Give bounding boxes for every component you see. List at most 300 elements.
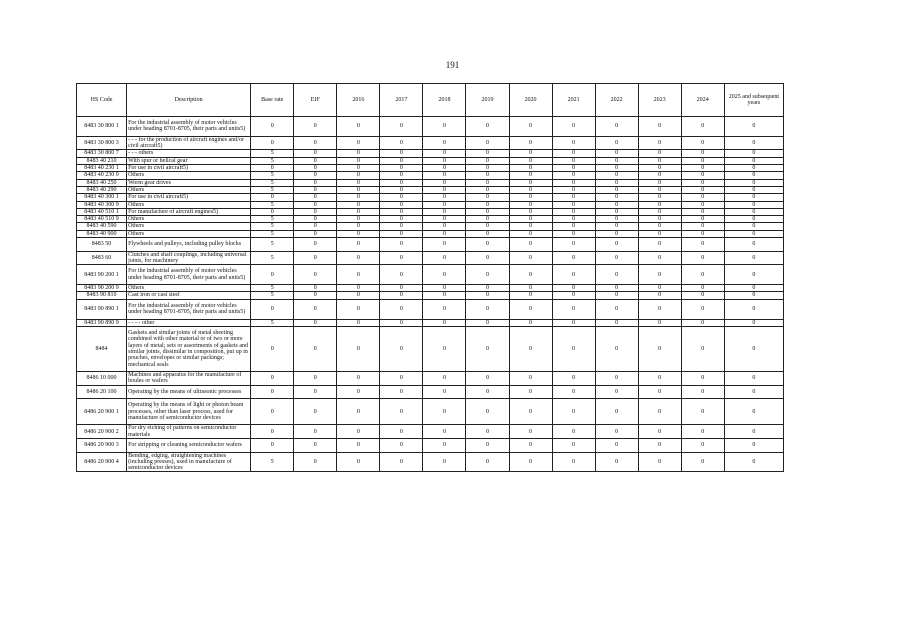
rate-cell: 0: [337, 319, 380, 326]
rate-cell: 0: [337, 292, 380, 299]
rate-cell: 0: [294, 216, 337, 223]
table-row: [77, 179, 784, 186]
rate-cell: 0: [423, 425, 466, 439]
rate-cell: 0: [380, 452, 423, 472]
rate-cell: 0: [724, 438, 783, 452]
rate-cell: 0: [509, 319, 552, 326]
rate-cell: 0: [380, 194, 423, 201]
hs-code-cell: 8486 20 900 4: [77, 452, 127, 472]
rate-cell: 0: [724, 292, 783, 299]
rate-cell: 0: [638, 157, 681, 164]
hs-code-cell: 8483 60: [77, 251, 127, 265]
rate-cell: 0: [466, 372, 509, 386]
description-cell: Others: [127, 230, 251, 237]
rate-cell: 0: [509, 150, 552, 157]
rate-cell: 0: [681, 230, 724, 237]
rate-cell: 0: [380, 285, 423, 292]
rate-cell: 0: [337, 425, 380, 439]
rate-cell: 0: [552, 399, 595, 425]
hs-code-cell: 8484: [77, 326, 127, 371]
rate-cell: 0: [595, 299, 638, 319]
rate-cell: 0: [466, 265, 509, 285]
rate-cell: 0: [294, 150, 337, 157]
rate-cell: 0: [466, 208, 509, 215]
hs-code-cell: 8483 40 510 1: [77, 208, 127, 215]
description-cell: For the industrial assembly of motor vehicles under heading 8701-8705, their parts and units5): [127, 265, 251, 285]
rate-cell: 0: [423, 285, 466, 292]
rate-cell: 0: [337, 136, 380, 150]
rate-cell: 0: [595, 179, 638, 186]
rate-cell: 0: [423, 299, 466, 319]
rate-cell: 0: [595, 186, 638, 193]
rate-cell: 0: [595, 157, 638, 164]
rate-cell: 0: [337, 186, 380, 193]
rate-cell: 0: [509, 399, 552, 425]
rate-cell: 0: [423, 157, 466, 164]
rate-cell: 0: [294, 165, 337, 172]
rate-cell: 0: [380, 223, 423, 230]
rate-cell: 0: [423, 399, 466, 425]
description-cell: Others: [127, 216, 251, 223]
table-row: [77, 285, 784, 292]
rate-cell: 0: [638, 238, 681, 252]
rate-cell: 0: [466, 179, 509, 186]
rate-cell: 0: [638, 385, 681, 399]
rate-cell: 0: [423, 194, 466, 201]
table-row: [77, 150, 784, 157]
rate-cell: 0: [595, 208, 638, 215]
rate-cell: 0: [423, 150, 466, 157]
header-2024: 2024: [681, 84, 724, 117]
rate-cell: 0: [423, 238, 466, 252]
rate-cell: 0: [380, 292, 423, 299]
hs-code-cell: 8483 90 810: [77, 292, 127, 299]
rate-cell: 0: [509, 292, 552, 299]
rate-cell: 0: [681, 385, 724, 399]
rate-cell: 0: [380, 150, 423, 157]
rate-cell: 0: [251, 194, 294, 201]
rate-cell: 0: [595, 399, 638, 425]
description-cell: For dry etching of patterns on semiconductor materials: [127, 425, 251, 439]
header-2019: 2019: [466, 84, 509, 117]
rate-cell: 0: [466, 172, 509, 179]
rate-cell: 0: [638, 136, 681, 150]
rate-cell: 0: [595, 165, 638, 172]
description-cell: Flywheels and pulleys, including pulley blocks: [127, 238, 251, 252]
rate-cell: 0: [337, 216, 380, 223]
rate-cell: 0: [595, 216, 638, 223]
rate-cell: 0: [294, 326, 337, 371]
hs-code-cell: 8486 20 900 3: [77, 438, 127, 452]
description-cell: - - - for the production of aircraft engines and/or civil aircraft5): [127, 136, 251, 150]
table-row: [77, 326, 784, 371]
rate-cell: 0: [466, 230, 509, 237]
rate-cell: 0: [724, 172, 783, 179]
rate-cell: 0: [251, 117, 294, 137]
rate-cell: 0: [423, 319, 466, 326]
header-2023: 2023: [638, 84, 681, 117]
rate-cell: 0: [552, 194, 595, 201]
rate-cell: 0: [509, 285, 552, 292]
rate-cell: 0: [380, 172, 423, 179]
hs-code-cell: 8483 40 900: [77, 230, 127, 237]
table-row: [77, 452, 784, 472]
rate-cell: 0: [423, 216, 466, 223]
header-2016: 2016: [337, 84, 380, 117]
rate-cell: 0: [466, 399, 509, 425]
rate-cell: 0: [337, 299, 380, 319]
rate-cell: 0: [681, 194, 724, 201]
rate-cell: 0: [251, 399, 294, 425]
rate-cell: 0: [724, 230, 783, 237]
table-header-row: [77, 84, 784, 117]
table-row: [77, 292, 784, 299]
description-cell: Others: [127, 186, 251, 193]
table-body: [77, 117, 784, 472]
rate-cell: 5: [251, 172, 294, 179]
rate-cell: 5: [251, 201, 294, 208]
rate-cell: 0: [423, 438, 466, 452]
table-row: [77, 223, 784, 230]
rate-cell: 0: [466, 425, 509, 439]
rate-cell: 0: [681, 216, 724, 223]
rate-cell: 0: [509, 238, 552, 252]
description-cell: - - - others: [127, 150, 251, 157]
table-row: [77, 165, 784, 172]
rate-cell: 0: [423, 186, 466, 193]
tariff-table: [76, 83, 784, 472]
rate-cell: 0: [294, 319, 337, 326]
rate-cell: 5: [251, 157, 294, 164]
rate-cell: 0: [552, 238, 595, 252]
rate-cell: 0: [294, 136, 337, 150]
rate-cell: 0: [509, 216, 552, 223]
rate-cell: 0: [595, 385, 638, 399]
rate-cell: 0: [724, 425, 783, 439]
header-description: Description: [127, 84, 251, 117]
hs-code-cell: 8483 40 210: [77, 157, 127, 164]
rate-cell: 0: [466, 201, 509, 208]
rate-cell: 0: [638, 230, 681, 237]
rate-cell: 0: [466, 319, 509, 326]
rate-cell: 0: [337, 208, 380, 215]
description-cell: Others: [127, 201, 251, 208]
rate-cell: 0: [638, 265, 681, 285]
rate-cell: 0: [423, 223, 466, 230]
rate-cell: 0: [595, 285, 638, 292]
rate-cell: 0: [509, 179, 552, 186]
rate-cell: 0: [552, 230, 595, 237]
rate-cell: 0: [509, 251, 552, 265]
rate-cell: 0: [552, 223, 595, 230]
hs-code-cell: 8486 20 900 1: [77, 399, 127, 425]
rate-cell: 0: [294, 201, 337, 208]
rate-cell: 0: [638, 216, 681, 223]
rate-cell: 0: [337, 179, 380, 186]
rate-cell: 0: [466, 452, 509, 472]
header-2022: 2022: [595, 84, 638, 117]
rate-cell: 0: [638, 425, 681, 439]
rate-cell: 0: [681, 186, 724, 193]
hs-code-cell: 8483 90 200 1: [77, 265, 127, 285]
rate-cell: 0: [423, 372, 466, 386]
rate-cell: 0: [724, 299, 783, 319]
rate-cell: 0: [509, 186, 552, 193]
rate-cell: 0: [552, 172, 595, 179]
rate-cell: 0: [380, 299, 423, 319]
table-row: [77, 208, 784, 215]
table-row: [77, 399, 784, 425]
rate-cell: 0: [294, 172, 337, 179]
rate-cell: 0: [294, 265, 337, 285]
table-row: [77, 194, 784, 201]
rate-cell: 0: [337, 194, 380, 201]
rate-cell: 0: [638, 186, 681, 193]
rate-cell: 0: [552, 117, 595, 137]
rate-cell: 0: [724, 194, 783, 201]
rate-cell: 0: [681, 150, 724, 157]
rate-cell: 0: [466, 165, 509, 172]
rate-cell: 0: [724, 223, 783, 230]
hs-code-cell: 8483 40 290: [77, 186, 127, 193]
rate-cell: 0: [509, 299, 552, 319]
rate-cell: 0: [509, 385, 552, 399]
table-row: [77, 299, 784, 319]
table-row: [77, 230, 784, 237]
rate-cell: 5: [251, 186, 294, 193]
rate-cell: 0: [337, 172, 380, 179]
rate-cell: 0: [552, 165, 595, 172]
rate-cell: 0: [337, 150, 380, 157]
header-2020: 2020: [509, 84, 552, 117]
rate-cell: 0: [380, 319, 423, 326]
rate-cell: 0: [466, 150, 509, 157]
rate-cell: 0: [294, 179, 337, 186]
rate-cell: 0: [595, 251, 638, 265]
rate-cell: 0: [681, 223, 724, 230]
rate-cell: 5: [251, 179, 294, 186]
rate-cell: 5: [251, 230, 294, 237]
rate-cell: 0: [509, 265, 552, 285]
rate-cell: 0: [251, 165, 294, 172]
rate-cell: 0: [337, 157, 380, 164]
rate-cell: 0: [724, 385, 783, 399]
description-cell: For use in civil aircraft5): [127, 194, 251, 201]
rate-cell: 0: [509, 452, 552, 472]
rate-cell: 0: [380, 425, 423, 439]
rate-cell: 0: [251, 425, 294, 439]
rate-cell: 0: [552, 285, 595, 292]
rate-cell: 0: [638, 299, 681, 319]
rate-cell: 0: [466, 157, 509, 164]
table-row: [77, 251, 784, 265]
description-cell: Others: [127, 285, 251, 292]
rate-cell: 0: [509, 208, 552, 215]
rate-cell: 0: [294, 157, 337, 164]
rate-cell: 0: [552, 452, 595, 472]
rate-cell: 0: [724, 117, 783, 137]
rate-cell: 0: [638, 452, 681, 472]
rate-cell: 0: [681, 452, 724, 472]
rate-cell: 0: [294, 208, 337, 215]
rate-cell: 0: [595, 319, 638, 326]
rate-cell: 0: [380, 326, 423, 371]
rate-cell: 0: [380, 265, 423, 285]
header-eif: EIF: [294, 84, 337, 117]
rate-cell: 0: [509, 230, 552, 237]
rate-cell: 0: [380, 216, 423, 223]
rate-cell: 0: [337, 399, 380, 425]
rate-cell: 0: [294, 385, 337, 399]
rate-cell: 0: [251, 208, 294, 215]
rate-cell: 0: [509, 165, 552, 172]
rate-cell: 0: [294, 292, 337, 299]
rate-cell: 0: [509, 136, 552, 150]
rate-cell: 0: [595, 201, 638, 208]
rate-cell: 0: [552, 299, 595, 319]
rate-cell: 0: [466, 299, 509, 319]
rate-cell: 0: [595, 223, 638, 230]
rate-cell: 0: [337, 230, 380, 237]
hs-code-cell: 8486 20 900 2: [77, 425, 127, 439]
description-cell: Others: [127, 223, 251, 230]
rate-cell: 0: [724, 186, 783, 193]
rate-cell: 0: [595, 172, 638, 179]
rate-cell: 0: [294, 186, 337, 193]
table-row: [77, 186, 784, 193]
rate-cell: 0: [380, 385, 423, 399]
description-cell: Others: [127, 172, 251, 179]
hs-code-cell: 8483 40 590: [77, 223, 127, 230]
rate-cell: 0: [509, 223, 552, 230]
rate-cell: 0: [638, 223, 681, 230]
header-2021: 2021: [552, 84, 595, 117]
rate-cell: 0: [294, 372, 337, 386]
description-cell: For the industrial assembly of motor vehicles under heading 8701-8705, their parts and units5): [127, 117, 251, 137]
rate-cell: 0: [595, 326, 638, 371]
rate-cell: 0: [724, 165, 783, 172]
rate-cell: 0: [595, 425, 638, 439]
description-cell: Cast iron or cast steel: [127, 292, 251, 299]
hs-code-cell: 8483 50: [77, 238, 127, 252]
hs-code-cell: 8483 40 230 9: [77, 172, 127, 179]
rate-cell: 0: [423, 326, 466, 371]
rate-cell: 0: [509, 157, 552, 164]
description-cell: Bending, edging, straightening machines (including presses), used in manufacture of semiconductor devices: [127, 452, 251, 472]
rate-cell: 0: [681, 251, 724, 265]
description-cell: For stripping or cleaning semiconductor wafers: [127, 438, 251, 452]
hs-code-cell: 8483 40 230 1: [77, 165, 127, 172]
rate-cell: 0: [294, 194, 337, 201]
rate-cell: 0: [337, 238, 380, 252]
rate-cell: 0: [337, 372, 380, 386]
rate-cell: 0: [681, 201, 724, 208]
rate-cell: 0: [595, 117, 638, 137]
rate-cell: 0: [337, 117, 380, 137]
rate-cell: 0: [509, 438, 552, 452]
rate-cell: 5: [251, 223, 294, 230]
rate-cell: 5: [251, 319, 294, 326]
rate-cell: 0: [552, 319, 595, 326]
rate-cell: 0: [380, 251, 423, 265]
rate-cell: 0: [595, 194, 638, 201]
hs-code-cell: 8483 40 300 9: [77, 201, 127, 208]
rate-cell: 0: [294, 299, 337, 319]
rate-cell: 0: [337, 452, 380, 472]
table-row: [77, 117, 784, 137]
rate-cell: 0: [294, 251, 337, 265]
rate-cell: 0: [724, 372, 783, 386]
table-row: [77, 136, 784, 150]
rate-cell: 0: [380, 179, 423, 186]
rate-cell: 0: [595, 452, 638, 472]
rate-cell: 0: [380, 399, 423, 425]
rate-cell: 0: [552, 385, 595, 399]
rate-cell: 0: [638, 150, 681, 157]
hs-code-cell: 8486 20 100: [77, 385, 127, 399]
rate-cell: 0: [251, 385, 294, 399]
description-cell: Gaskets and similar joints of metal sheeting combined with other material or of two or more layers of metal; sets or assortments of gaskets and similar joints, dissimilar in composition, put up in pouches, envelopes or similar packings; mechanical seals: [127, 326, 251, 371]
rate-cell: 0: [552, 201, 595, 208]
rate-cell: 0: [638, 208, 681, 215]
table-row: [77, 157, 784, 164]
rate-cell: 0: [294, 117, 337, 137]
rate-cell: 0: [337, 285, 380, 292]
rate-cell: 0: [466, 438, 509, 452]
rate-cell: 0: [251, 372, 294, 386]
rate-cell: 0: [423, 165, 466, 172]
rate-cell: 0: [466, 292, 509, 299]
rate-cell: 0: [681, 136, 724, 150]
rate-cell: 0: [380, 117, 423, 137]
rate-cell: 0: [294, 425, 337, 439]
rate-cell: 0: [423, 251, 466, 265]
rate-cell: 0: [423, 208, 466, 215]
rate-cell: 0: [595, 238, 638, 252]
rate-cell: 0: [724, 208, 783, 215]
rate-cell: 0: [638, 117, 681, 137]
rate-cell: 0: [423, 117, 466, 137]
rate-cell: 0: [251, 438, 294, 452]
hs-code-cell: 8483 30 800 3: [77, 136, 127, 150]
rate-cell: 0: [466, 285, 509, 292]
rate-cell: 0: [251, 136, 294, 150]
rate-cell: 0: [380, 165, 423, 172]
rate-cell: 5: [251, 251, 294, 265]
rate-cell: 0: [724, 201, 783, 208]
rate-cell: 0: [681, 208, 724, 215]
rate-cell: 0: [423, 452, 466, 472]
rate-cell: 0: [380, 372, 423, 386]
hs-code-cell: 8483 40 510 9: [77, 216, 127, 223]
table-row: [77, 438, 784, 452]
rate-cell: 0: [466, 223, 509, 230]
rate-cell: 0: [466, 251, 509, 265]
rate-cell: 0: [251, 265, 294, 285]
rate-cell: 0: [380, 230, 423, 237]
rate-cell: 0: [681, 399, 724, 425]
rate-cell: 0: [466, 326, 509, 371]
rate-cell: 0: [595, 292, 638, 299]
rate-cell: 0: [724, 319, 783, 326]
rate-cell: 0: [638, 251, 681, 265]
rate-cell: 0: [595, 230, 638, 237]
rate-cell: 0: [724, 136, 783, 150]
rate-cell: 0: [638, 372, 681, 386]
description-cell: - - - - other: [127, 319, 251, 326]
rate-cell: 0: [552, 179, 595, 186]
rate-cell: 0: [681, 157, 724, 164]
